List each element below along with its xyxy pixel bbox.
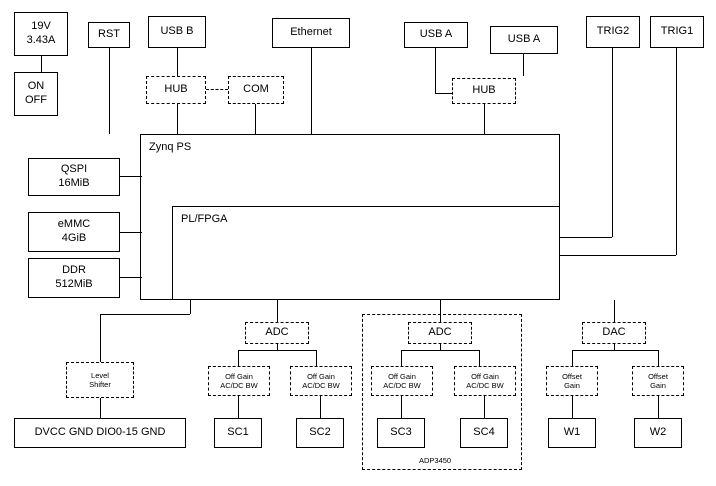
connector-dac-fe-h [572,350,658,351]
block-usb-a-1 [404,22,468,48]
connector-hubright-zynq [484,104,485,134]
block-power-input [14,12,68,56]
usb-b-label: USB B [160,25,194,38]
zynq-ps-label: Zynq PS [149,141,192,153]
group-adp3450-label: ADP3450 [419,456,452,465]
connector-fpga-levelshift-h [100,314,190,315]
connector-levelshift-v2 [100,314,101,362]
connector-adcleft-fe-sc1 [238,350,239,366]
block-pl-fpga [172,206,560,300]
connector-usba1-hub [435,93,452,94]
connector-hub-com [206,89,228,90]
frontend-sc1-line2: AC/DC BW [220,381,258,390]
off-label: OFF [25,94,47,106]
sc3-label: SC3 [390,426,412,439]
connector-fe-sc1 [238,396,239,418]
block-sc3 [377,418,425,448]
connector-adcright-fe-sc3 [401,350,402,366]
connector-com-zynq [255,104,256,134]
frontend-w2-line2: Gain [650,381,666,390]
connector-trig2-fpga [560,237,612,238]
frontend-w2-line1: Offset [648,371,668,381]
qspi-label: QSPI [60,163,88,176]
sc4-label: SC4 [473,426,495,439]
connector-trig1-down [676,48,677,255]
dac-label: DAC [602,326,626,339]
block-frontend-sc1 [208,366,270,396]
block-hub-left [146,76,206,104]
level-shifter-label-2: Shifter [89,380,111,389]
qspi-size: 16MiB [58,177,90,189]
block-sc4 [460,418,508,448]
block-on-off-switch[interactable] [14,72,58,116]
connector-fe-sc3 [401,396,402,418]
frontend-sc4-line1: Off Gain [471,371,499,381]
connector-fe-sc4 [484,396,485,418]
com-label: COM [243,83,269,96]
block-trig2 [586,16,640,48]
connector-dac-fe-v [614,343,615,350]
block-usb-a-2 [490,26,558,54]
connector-adcleft-fe-sc2 [316,350,317,366]
connector-adcright-fe-h [401,350,479,351]
block-emmc [28,212,120,252]
connector-dac-fe-w1 [572,350,573,366]
pl-fpga-label: PL/FPGA [181,213,228,225]
block-usb-b [148,16,206,48]
block-qspi [28,158,120,196]
connector-fe-w2 [658,396,659,418]
connector-fpga-levelshift-v1 [190,300,191,314]
emmc-label: eMMC [57,218,91,231]
block-frontend-sc2 [290,366,352,396]
connector-trig2-down [612,48,613,237]
hub-right-label: HUB [472,84,496,97]
on-label: ON [27,80,45,93]
connector-qspi-zynq [120,176,142,177]
frontend-sc1-line1: Off Gain [225,371,253,381]
rst-label: RST [98,28,120,41]
block-ethernet [272,18,350,48]
connector-usba1-down [435,48,436,93]
trig1-label: TRIG1 [660,25,694,38]
connector-adcright-fe-sc4 [479,350,480,366]
block-ddr [28,258,120,298]
connector-fpga-dac [614,300,615,322]
frontend-sc3-line2: AC/DC BW [383,381,421,390]
connector-fe-w1 [572,396,573,418]
block-adc-left [245,322,309,344]
sc2-label: SC2 [309,426,331,439]
connector-power-onoff [41,56,42,72]
connector-fpga-adcleft [277,300,278,322]
adc-left-label: ADC [265,326,289,339]
connector-fe-sc2 [320,396,321,418]
sc1-label: SC1 [227,426,249,439]
block-sc2 [296,418,344,448]
block-rst-button[interactable] [88,22,130,48]
connector-fpga-adcright [440,300,441,322]
block-sc1 [214,418,262,448]
connector-adcright-fe-v [440,343,441,350]
connector-adcleft-fe-v [277,343,278,350]
block-w1 [548,418,596,448]
connector-trig1-fpga [560,255,676,256]
adc-right-label: ADC [428,326,452,339]
block-dac [582,322,646,344]
block-frontend-sc3 [371,366,433,396]
block-com [228,76,284,104]
trig2-label: TRIG2 [596,25,630,38]
connector-dac-fe-w2 [658,350,659,366]
w2-label: W2 [649,426,667,439]
w1-label: W1 [563,426,581,439]
frontend-w1-line1: Offset [562,371,582,381]
ddr-size: 512MiB [55,278,93,290]
block-w2 [634,418,682,448]
usb-a-2-label: USB A [507,33,541,46]
connector-usbb-hub [177,48,178,76]
usb-a-1-label: USB A [419,28,453,41]
connector-ddr-zynq [120,277,142,278]
connector-hub-zynq [177,104,178,134]
block-frontend-sc4 [454,366,516,396]
power-voltage: 19V [31,20,51,33]
connector-levelshift-dio [100,398,101,418]
block-level-shifter [66,362,134,398]
frontend-w1-line2: Gain [564,381,580,390]
connector-rst-zynq [109,48,110,134]
ethernet-label: Ethernet [290,26,332,39]
connector-emmc-zynq [120,232,142,233]
ddr-label: DDR [62,264,86,277]
frontend-sc3-line1: Off Gain [388,371,416,381]
frontend-sc4-line2: AC/DC BW [466,381,504,390]
block-adc-right [408,322,472,344]
connector-ethernet-zynq [311,48,312,134]
dio-label: DVCC GND DIO0-15 GND [34,426,166,439]
frontend-sc2-line1: Off Gain [307,371,335,381]
emmc-size: 4GiB [61,232,87,244]
block-trig1 [650,16,704,48]
block-hub-right [452,78,516,104]
connector-adcleft-fe-h [238,350,316,351]
frontend-sc2-line2: AC/DC BW [302,381,340,390]
block-frontend-w2 [632,366,684,396]
block-frontend-w1 [546,366,598,396]
hub-left-label: HUB [164,83,188,96]
level-shifter-label-1: Level [91,370,109,380]
block-dio-connector [14,418,186,448]
power-current: 3.43A [26,34,56,46]
